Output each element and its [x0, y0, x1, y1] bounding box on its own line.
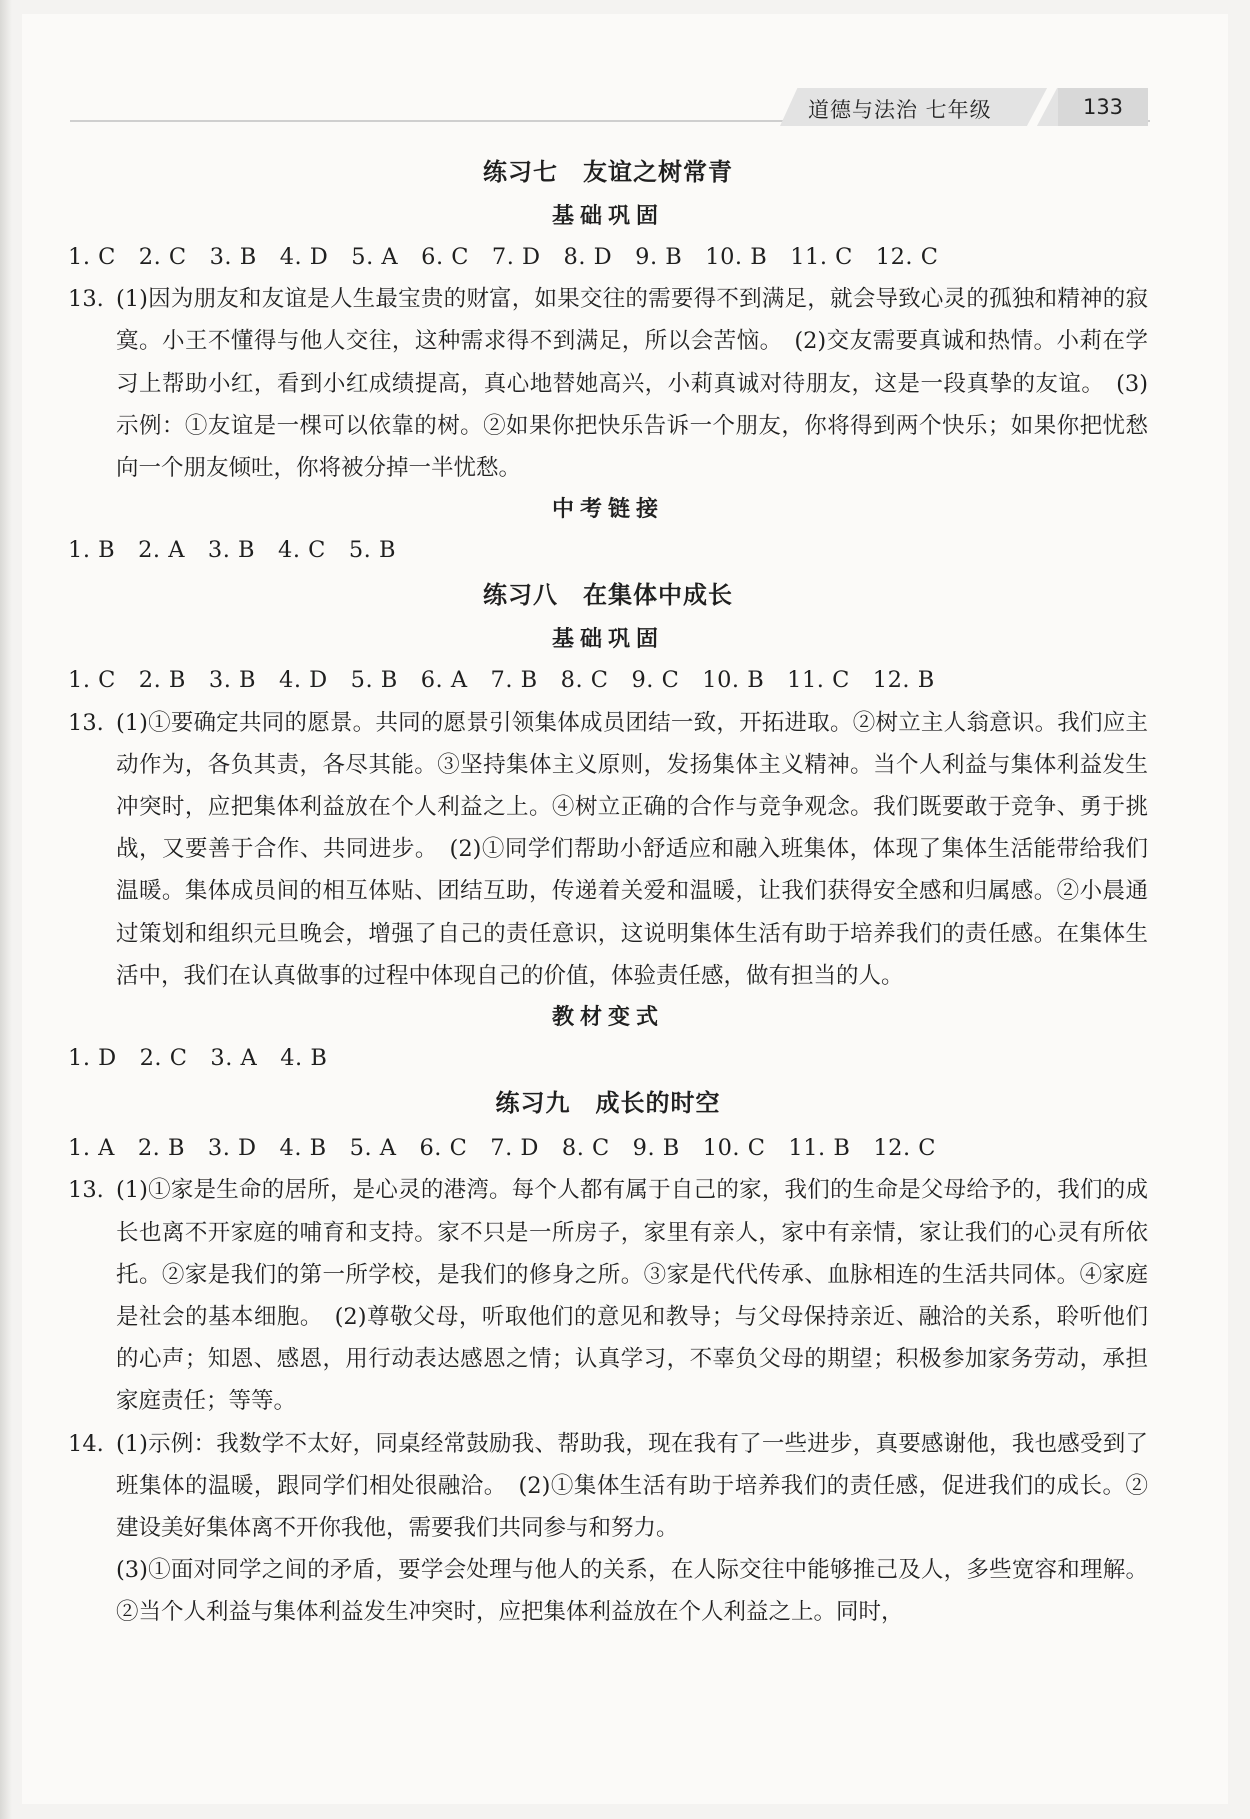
answer-content: [68, 148, 1148, 1634]
question-answer: (1)①家是生命的居所，是心灵的港湾。每个人都有属于自己的家，我们的生命是父母给予的，我们的成长也离不开家庭的哺育和支持。家不只是一所房子，家里有亲人，家中有亲情，家让我们的心灵有所依托。②家是我们的第一所学校，是我们的修身之所。③家是代代传承、血脉相连的生活共同体。④家庭是社会的基本细胞。 (2)尊敬父母，听取他们的意见和教导；与父母保持亲近、融洽的关系，聆听他们的心声；知恩、感恩，用行动表达感恩之情；认真学习，不辜负父母的期望；积极参加家务劳动，承担家庭责任；等等。: [116, 1177, 1148, 1415]
subsection-title: 基础巩固: [551, 626, 664, 653]
book-spine-shadow: [0, 0, 12, 1819]
choice-answers: 1. C 2. B 3. B 4. D 5. B 6. A 7. B 8. C 9. C 10. B 11. C 12. B: [68, 667, 935, 694]
question-answer-part-1: (1)示例：我数学不太好，同桌经常鼓励我、帮助我，现在我有了一些进步，真要感谢他，我也感受到了班集体的温暖，跟同学们相处很融洽。 (2)①集体生活有助于培养我们的责任感，促进我们的成长。②建设美好集体离不开你我他，需要我们共同参与和努力。: [116, 1430, 1148, 1542]
question-number: 13.: [68, 286, 104, 313]
subsection-title: 教材变式: [551, 1004, 664, 1031]
header-subject: 道德与法治 七年级: [808, 98, 992, 122]
section-exercise-8: [68, 571, 1148, 1079]
question-number: 13.: [68, 709, 104, 736]
section-title: 练习七 友谊之树常青: [483, 157, 733, 186]
section-exercise-7: [68, 148, 1148, 571]
section-title: 练习九 成长的时空: [495, 1088, 721, 1118]
question-13: [68, 1169, 1148, 1422]
question-answer: (1)①要确定共同的愿景。共同的愿景引领集体成员团结一致，开拓进取。②树立主人翁意识。我们应主动作为，各负其责，各尽其能。③坚持集体主义原则，发扬集体主义精神。当个人利益与集体利益发生冲突时，应把集体利益放在个人利益之上。④树立正确的合作与竞争观念。我们既要敢于竞争、勇于挑战，又要善于合作、共同进步。 (2)①同学们帮助小舒适应和融入班集体，体现了集体生活能带给我们温暖。集体成员间的相互体贴、团结互助，传递着关爱和温暖，让我们获得安全感和归属感。②小晨通过策划和组织元旦晚会，增强了自己的责任意识，这说明集体生活有助于培养我们的责任感。在集体生活中，我们在认真做事的过程中体现自己的价值，体验责任感，做有担当的人。: [116, 709, 1148, 989]
choice-answers: 1. B 2. A 3. B 4. C 5. B: [68, 537, 396, 564]
question-13: [68, 702, 1148, 997]
choice-answers: 1. C 2. C 3. B 4. D 5. A 6. C 7. D 8. D 9. B 10. B 11. C 12. C: [68, 244, 939, 270]
question-number: 14.: [68, 1430, 104, 1457]
choice-answers: 1. A 2. B 3. D 4. B 5. A 6. C 7. D 8. C 9. B 10. C 11. B 12. C: [68, 1135, 936, 1162]
page-number: 133: [1058, 88, 1148, 126]
choice-answers: 1. D 2. C 3. A 4. B: [68, 1045, 328, 1072]
subsection-title: 基础巩固: [551, 203, 664, 229]
question-answer: (1)因为朋友和友谊是人生最宝贵的财富，如果交往的需要得不到满足，就会导致心灵的孤独和精神的寂寞。小王不懂得与他人交往，这种需求得不到满足，所以会苦恼。 (2)交友需要真诚和热情。小莉在学习上帮助小红，看到小红成绩提高，真心地替她高兴，小莉真诚对待朋友，这是一段真挚的友谊。 (3)示例：①友谊是一棵可以依靠的树。②如果你把快乐告诉一个朋友，你将得到两个快乐；如果你把忧愁向一个朋友倾吐，你将被分掉一半忧愁。: [116, 286, 1148, 482]
question-14: [68, 1423, 1148, 1634]
question-13: [68, 278, 1148, 489]
question-number: 13.: [68, 1177, 104, 1204]
section-title: 练习八 在集体中成长: [483, 580, 733, 610]
section-exercise-9: [68, 1079, 1148, 1633]
subsection-title: 中考链接: [551, 496, 664, 523]
question-answer-part-2: (3)①面对同学之间的矛盾，要学会处理与他人的关系，在人际交往中能够推己及人，多些宽容和理解。②当个人利益与集体利益发生冲突时，应把集体利益放在个人利益之上。同时，: [116, 1557, 1148, 1626]
